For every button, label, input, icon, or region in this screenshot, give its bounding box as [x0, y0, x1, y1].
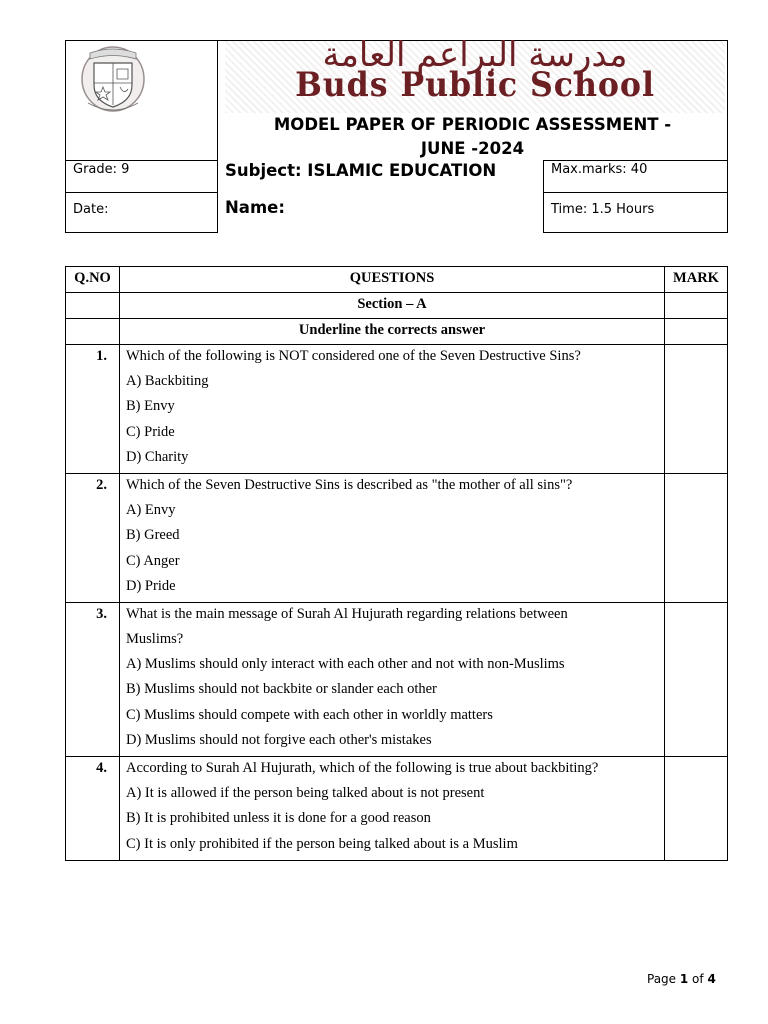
question-number: 1.	[66, 345, 120, 474]
date-cell	[65, 192, 218, 233]
page-total: 4	[707, 972, 716, 986]
time-label: Time: 1.5 Hours	[551, 202, 655, 217]
name-label: Name:	[225, 198, 285, 217]
header-mark: MARK	[665, 267, 728, 293]
question-number: 4.	[66, 757, 120, 861]
question-text-continued: Muslims?	[126, 631, 184, 648]
question-row	[66, 473, 728, 602]
mark-cell	[665, 345, 728, 474]
answer-option: D) Muslims should not forgive each other's mistakes	[126, 731, 432, 748]
question-text: According to Surah Al Hujurath, which of the following is true about backbiting?	[126, 760, 599, 776]
answer-option: A) It is allowed if the person being talked about is not present	[126, 785, 485, 802]
paper-title-line2: JUNE -2024	[420, 139, 525, 158]
logo-cell	[65, 40, 218, 161]
school-name-banner	[225, 35, 725, 113]
mark-cell	[665, 602, 728, 756]
paper-title	[217, 113, 728, 161]
answer-option: A) Muslims should only interact with each other and not with non-Muslims	[126, 656, 565, 673]
max-marks-label: Max.marks: 40	[551, 162, 648, 177]
page-of: of	[688, 972, 708, 986]
question-text: Which of the following is NOT considered one of the Seven Destructive Sins?	[126, 348, 581, 364]
answer-option: A) Envy	[126, 502, 176, 519]
time-cell	[543, 192, 728, 233]
page-number	[647, 972, 716, 986]
answer-option: C) It is only prohibited if the person being talked about is a Muslim	[126, 835, 518, 852]
paper-title-line1: MODEL PAPER OF PERIODIC ASSESSMENT -	[273, 115, 672, 134]
question-number: 3.	[66, 602, 120, 756]
section-title: Section – A	[120, 293, 665, 319]
school-crest-logo	[80, 45, 146, 113]
question-number: 2.	[66, 473, 120, 602]
subject-label: Subject: ISLAMIC EDUCATION	[225, 161, 497, 180]
answer-option: C) Muslims should compete with each other in worldly matters	[126, 706, 493, 723]
question-text: Which of the Seven Destructive Sins is described as "the mother of all sins"?	[126, 476, 573, 493]
question-row	[66, 345, 728, 474]
mark-cell	[665, 473, 728, 602]
header-questions: QUESTIONS	[120, 267, 665, 293]
max-marks-cell	[543, 160, 728, 193]
answer-option: B) Muslims should not backbite or slander each other	[126, 681, 437, 698]
question-text: What is the main message of Surah Al Hujurath regarding relations between	[126, 605, 568, 622]
question-row	[66, 602, 728, 756]
page-current: 1	[679, 972, 689, 986]
answer-option: B) It is prohibited unless it is done for a good reason	[126, 810, 431, 827]
header-banner-cell	[217, 35, 728, 161]
question-content	[120, 602, 665, 756]
answer-option: D) Pride	[126, 577, 176, 594]
question-content	[120, 757, 665, 861]
question-row	[66, 757, 728, 861]
school-name-arabic: مدرسة البراعم العامة	[322, 35, 628, 75]
answer-option: C) Pride	[126, 423, 175, 440]
section-row	[66, 293, 728, 319]
answer-option: D) Charity	[126, 448, 189, 465]
page-prefix: Page	[647, 972, 680, 986]
answer-option: B) Envy	[126, 398, 175, 415]
date-label: Date:	[73, 202, 109, 217]
answer-option: B) Greed	[126, 527, 180, 544]
mark-cell	[665, 757, 728, 861]
answer-option: A) Backbiting	[126, 373, 209, 390]
questions-table	[65, 266, 728, 861]
school-name-english: Buds Public School	[295, 65, 655, 105]
table-header-row	[66, 267, 728, 293]
instruction-text: Underline the corrects answer	[120, 319, 665, 345]
answer-option: C) Anger	[126, 552, 180, 569]
grade-cell	[65, 160, 218, 193]
question-content	[120, 345, 665, 474]
grade-label: Grade: 9	[73, 162, 130, 177]
instruction-row	[66, 319, 728, 345]
question-content	[120, 473, 665, 602]
header-qno: Q.NO	[66, 267, 120, 293]
